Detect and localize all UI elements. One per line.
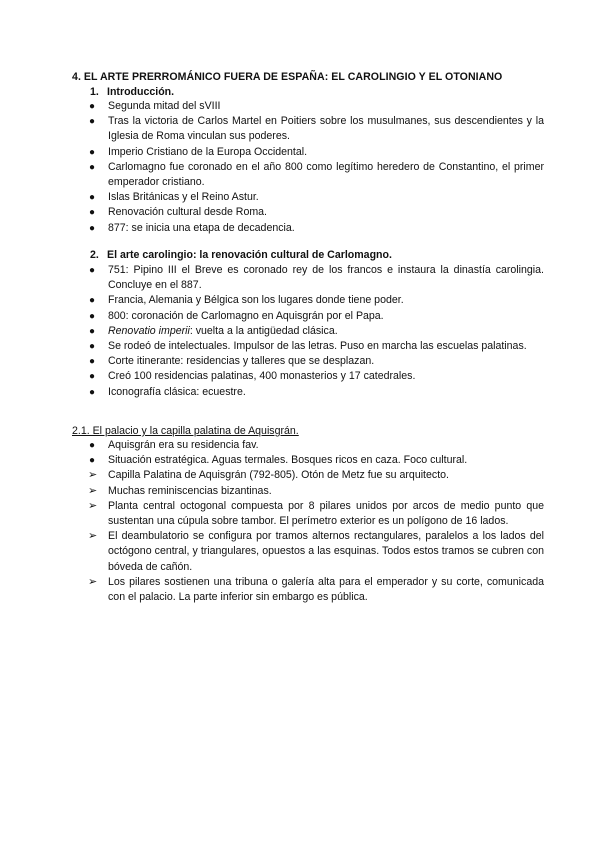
bullet-icon: ●: [89, 265, 96, 276]
list-item: ● Renovatio imperii: vuelta a la antigüedad clásica.: [0, 324, 600, 339]
bullet-icon: ●: [89, 386, 96, 398]
bullet-icon: ●: [89, 101, 96, 112]
bullet-icon: ●: [89, 310, 96, 322]
bullet-icon: ●: [89, 341, 96, 353]
section-number: 2.: [90, 249, 99, 261]
section-number: 1.: [90, 86, 99, 98]
bullet-icon: ●: [89, 222, 96, 234]
list-item: ● Tras la victoria de Carlos Martel en Poitiers sobre los musulmanes, sus descendientes y la Iglesia de Roma vinculan sus poderes.: [89, 115, 544, 143]
list-item: ➢ Capilla Palatina de Aquisgrán (792-805). Otón de Metz fue su arquitecto.: [0, 468, 600, 483]
arrow-bullet-icon: ➢: [88, 530, 98, 543]
document-title: 4. EL ARTE PRERROMÁNICO FUERA DE ESPAÑA: EL CAROLINGIO Y EL OTONIANO: [72, 71, 503, 83]
list-item: ● Islas Británicas y el Reino Astur.: [0, 190, 600, 205]
section-title: Introducción.: [107, 86, 175, 98]
bullet-icon: ●: [89, 440, 96, 451]
list-item: ● Situación estratégica. Aguas termales. Bosques ricos en caza. Foco cultural.: [0, 453, 600, 468]
list-item: ➢ Los pilares sostienen una tribuna o galería alta para el emperador y su corte, comunicada con el palacio. La parte inferior sin embargo es pública.: [88, 575, 544, 604]
list-item: ● 877: se inicia una etapa de decadencia.: [0, 221, 600, 236]
section-title: El arte carolingio: la renovación cultural de Carlomagno.: [107, 249, 392, 261]
list-item: ● Corte itinerante: residencias y talleres que se desplazan.: [0, 354, 600, 369]
arrow-bullet-icon: ➢: [88, 499, 98, 512]
arrow-bullet-icon: ➢: [88, 484, 98, 497]
list-item: ● Imperio Cristiano de la Europa Occidental.: [0, 145, 600, 160]
bullet-icon: ●: [89, 295, 96, 307]
list-item: ● 800: coronación de Carlomagno en Aquisgrán por el Papa.: [0, 309, 600, 324]
latin-term: Renovatio imperii: [108, 324, 190, 337]
list-item: ● Iconografía clásica: ecuestre.: [0, 385, 600, 400]
list-item: ➢ El deambulatorio se configura por tramos alternos rectangulares, paralelos a los lados del octógono central, y triangulares, opuestos a las esquinas. Todos estos tramos se cubren con bóveda de cañón.: [88, 530, 544, 573]
bullet-icon: ●: [89, 192, 96, 204]
palacio-list: [0, 438, 600, 605]
list-item: ● Se rodeó de intelectuales. Impulsor de las letras. Puso en marcha las escuelas palatinas.: [0, 339, 600, 354]
bullet-icon: ●: [89, 371, 96, 383]
arrow-bullet-icon: ➢: [88, 469, 98, 482]
bullet-icon: ●: [89, 325, 96, 337]
list-item: ➢ Muchas reminiscencias bizantinas.: [0, 484, 600, 499]
list-item: ● Creó 100 residencias palatinas, 400 monasterios y 17 catedrales.: [0, 369, 600, 384]
bullet-icon: ●: [89, 455, 96, 467]
intro-list: [0, 99, 600, 236]
list-item: ● 751: Pipino III el Breve es coronado rey de los francos e instaura la dinastía carolingia. Concluye en el 887.: [89, 264, 544, 292]
bullet-icon: ●: [89, 161, 96, 173]
bullet-icon: ●: [89, 207, 96, 219]
section-heading-introduccion: [90, 86, 174, 98]
carolingio-list: [0, 263, 600, 400]
list-item: ● Aquisgrán era su residencia fav.: [0, 438, 600, 453]
subsection-heading-palacio: 2.1. El palacio y la capilla palatina de Aquisgrán.: [72, 425, 299, 437]
list-item: ● Renovación cultural desde Roma.: [0, 205, 600, 220]
arrow-bullet-icon: ➢: [88, 575, 98, 588]
bullet-icon: ●: [89, 116, 96, 128]
list-item: ● Segunda mitad del sVIII: [0, 99, 600, 114]
list-item: ➢ Planta central octogonal compuesta por 8 pilares unidos por arcos de medio punto que sustentan una cúpula sobre tambor. El perímetro exterior es un polígono de 16 lados.: [88, 499, 544, 528]
list-item: ● Carlomagno fue coronado en el año 800 como legítimo heredero de Constantino, el primer emperador cristiano.: [89, 160, 544, 189]
bullet-icon: ●: [89, 146, 96, 158]
bullet-icon: ●: [89, 356, 96, 368]
section-heading-arte-carolingio: [90, 249, 392, 261]
list-item: ● Francia, Alemania y Bélgica son los lugares donde tiene poder.: [0, 293, 600, 308]
